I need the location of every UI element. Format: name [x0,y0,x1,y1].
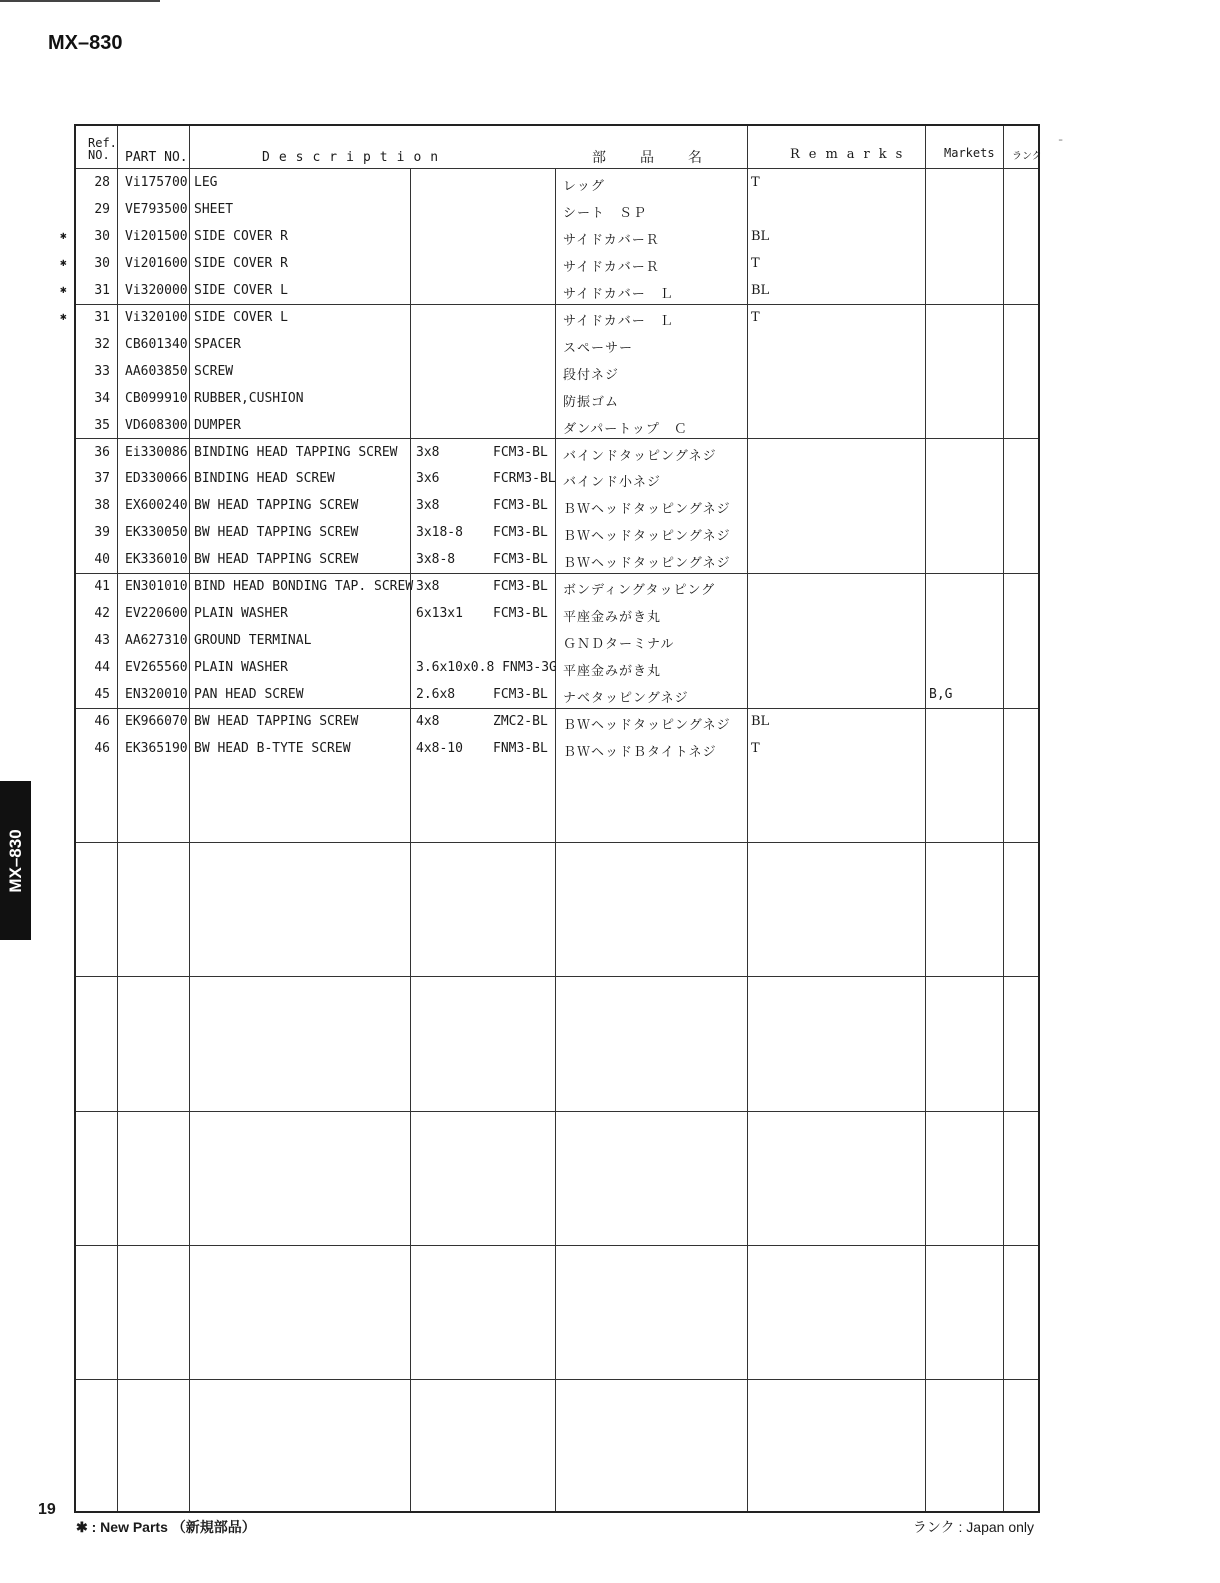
japanese-name: 防振ゴム [563,394,620,410]
table-row [76,547,1038,574]
part-description: BW HEAD TAPPING SCREW [194,552,359,568]
ref-number: 32 [94,336,110,352]
ref-number: 31 [94,309,110,325]
part-number: Vi320000 [125,282,188,298]
table-row [76,466,1038,493]
part-description: BW HEAD TAPPING SCREW [194,525,359,541]
table-row [76,332,1038,359]
group-divider [76,976,1038,977]
part-size: 3x8 [416,579,440,595]
part-size: 6x13x1 [416,606,463,622]
part-description: SIDE COVER R [194,255,288,271]
japanese-name: 平座金みがき丸 [563,610,662,626]
part-finish: FCM3-BL [493,525,548,541]
part-finish: FCM3-BL [493,498,548,514]
table-row [60,224,1038,251]
part-size: 3x8-8 [416,552,456,568]
part-description: BINDING HEAD SCREW [194,471,335,487]
japanese-name: スペーサー [563,340,634,356]
new-part-mark: ✱ [60,255,67,269]
part-size: 4x8 [416,714,440,729]
footnote-new-parts: ✱ : New Parts （新規部品） [76,1519,256,1535]
header-part-no: PART NO. [125,150,188,165]
new-part-mark: ✱ [60,309,67,323]
part-number: EN320010 [125,687,188,703]
page-number: 19 [38,1501,56,1518]
side-tab [0,781,31,940]
part-description: DUMPER [194,417,241,433]
parts-table [60,124,1042,1513]
part-description: BW HEAD TAPPING SCREW [194,498,359,514]
part-finish: FCM3-BL [493,687,548,703]
part-description: GROUND TERMINAL [194,633,312,649]
ref-number: 40 [94,552,110,568]
japanese-name: ＢＷヘッドＢタイトネジ [563,744,717,760]
part-number: EV220600 [125,606,188,622]
part-number: EK966070 [125,714,188,729]
part-size: 3x18-8 [416,525,463,541]
part-size: 3x8 [416,498,440,514]
group-divider [76,1245,1038,1246]
ref-number: 28 [94,175,110,190]
table-row [76,197,1038,224]
table-row [76,655,1038,682]
part-number: CB099910 [125,390,188,406]
ref-number: 30 [94,228,110,244]
part-size: 4x8-10 [416,740,463,756]
remarks: T [751,740,760,756]
japanese-name: 段付ネジ [563,367,620,383]
group-divider [76,1379,1038,1380]
japanese-name: サイドカバー Ｌ [563,313,674,329]
ref-number: 39 [94,525,110,541]
new-part-mark: ✱ [60,228,67,242]
header-markets: Markets [944,146,995,160]
ref-number: 33 [94,363,110,379]
part-number: AA603850 [125,363,188,379]
table-row [76,574,1038,601]
part-description: PAN HEAD SCREW [194,687,304,703]
japanese-name: ＧＮＤターミナル [563,637,675,653]
ref-number: 42 [94,606,110,622]
part-number: Vi201500 [125,228,188,244]
part-description: SPACER [194,336,241,352]
part-finish: FCM3-BL [493,552,548,568]
japanese-name: ナベタッピングネジ [563,691,689,707]
table-row [76,386,1038,413]
part-number: VD608300 [125,417,188,433]
table-row [76,520,1038,547]
group-divider [76,1111,1038,1112]
table-row [76,359,1038,386]
japanese-name: ＢＷヘッドタッピングネジ [563,529,731,545]
japanese-name: ボンディングタッピング [563,583,716,599]
remarks: T [751,255,760,271]
part-number: VE793500 [125,201,188,217]
ref-number: 36 [94,444,110,460]
japanese-name: 平座金みがき丸 [563,664,662,680]
remarks: BL [751,714,770,729]
part-number: CB601340 [125,336,188,352]
part-description: RUBBER,CUSHION [194,390,304,406]
part-description: SIDE COVER L [194,282,288,298]
remarks: T [751,175,760,190]
part-finish: FCM3-BL [493,606,548,622]
header-ref-line1: Ref. [88,136,117,150]
table-row [60,251,1038,278]
part-number: EK330050 [125,525,188,541]
part-description: LEG [194,175,218,190]
table-row [76,440,1038,467]
ref-number: 38 [94,498,110,514]
ref-number: 41 [94,579,110,595]
table-row [76,709,1038,736]
table-row [60,305,1038,332]
japanese-name: サイドカバーＲ [563,259,660,275]
ref-number: 35 [94,417,110,433]
ref-number: 37 [94,471,110,487]
japanese-name: ＢＷヘッドタッピングネジ [563,718,731,733]
remarks: BL [751,282,770,298]
table-row [76,493,1038,520]
japanese-name: バインド小ネジ [563,475,662,491]
part-finish: FNM3-BL [493,740,548,756]
part-number: AA627310 [125,633,188,649]
part-number: EX600240 [125,498,188,514]
part-finish: FCM3-BL [493,444,548,460]
part-number: Ei330086 [125,444,188,460]
part-number: EK365190 [125,740,188,756]
table-row [76,682,1038,709]
part-size: 2.6x8 [416,687,456,703]
part-number: Vi175700 [125,175,188,190]
japanese-name: バインドタッピングネジ [563,448,717,464]
header-divider [76,168,1038,169]
japanese-name: サイドカバー Ｌ [563,286,674,302]
ref-number: 31 [94,282,110,298]
header-rank: ランク [1012,151,1042,162]
ref-number: 44 [94,660,110,676]
part-number: ED330066 [125,471,188,487]
table-row [60,278,1038,305]
part-number: EN301010 [125,579,188,595]
part-description: BINDING HEAD TAPPING SCREW [194,444,398,460]
page-title: MX–830 [48,32,123,54]
part-size: 3.6x10x0.8 FNM3-3G [416,660,557,676]
part-description: SCREW [194,363,234,379]
part-description: SIDE COVER L [194,309,288,325]
part-size: 3x8 [416,444,440,460]
part-description: SHEET [194,201,234,217]
ref-number: 43 [94,633,110,649]
markets: B,G [929,687,953,703]
part-number: EV265560 [125,660,188,676]
remarks: T [751,309,760,325]
part-description: BIND HEAD BONDING TAP. SCREW [194,579,414,595]
japanese-name: ダンパートップ Ｃ [563,421,688,437]
table-row [76,413,1038,440]
margin-mark: ˉ [1057,138,1065,152]
table-row [76,601,1038,628]
japanese-name: ＢＷヘッドタッピングネジ [563,502,731,518]
part-description: PLAIN WASHER [194,606,288,622]
top-rule [0,0,160,2]
part-number: EK336010 [125,552,188,568]
header-ref-line2: NO. [88,148,110,162]
ref-number: 30 [94,255,110,271]
new-part-mark: ✱ [60,282,67,296]
ref-number: 34 [94,390,110,406]
japanese-name: レッグ [563,179,605,194]
remarks: BL [751,228,770,244]
ref-number: 29 [94,201,110,217]
part-number: Vi320100 [125,309,188,325]
part-description: BW HEAD TAPPING SCREW [194,714,359,729]
table-row [76,628,1038,655]
footnote-rank: ランク : Japan only [912,1519,1034,1535]
japanese-name: シート ＳＰ [563,205,648,221]
part-number: Vi201600 [125,255,188,271]
group-divider [76,842,1038,843]
table-row [76,736,1038,763]
ref-number: 46 [94,714,110,729]
part-finish: ZMC2-BL [493,714,548,729]
header-ref [88,137,117,161]
table-row [76,170,1038,197]
japanese-name: ＢＷヘッドタッピングネジ [563,556,731,572]
header-description: Description [262,150,448,165]
part-description: PLAIN WASHER [194,660,288,676]
part-size: 3x6 [416,471,440,487]
ref-number: 46 [94,740,110,756]
part-finish: FCM3-BL [493,579,548,595]
side-tab-label: MX–830 [5,828,25,893]
header-japanese-name: 部品名 [592,150,736,166]
ref-number: 45 [94,687,110,703]
header-remarks: Remarks [790,147,912,162]
part-description: BW HEAD B-TYTE SCREW [194,740,351,756]
part-finish: FCRM3-BL [493,471,556,487]
part-description: SIDE COVER R [194,228,288,244]
japanese-name: サイドカバーＲ [563,232,660,248]
